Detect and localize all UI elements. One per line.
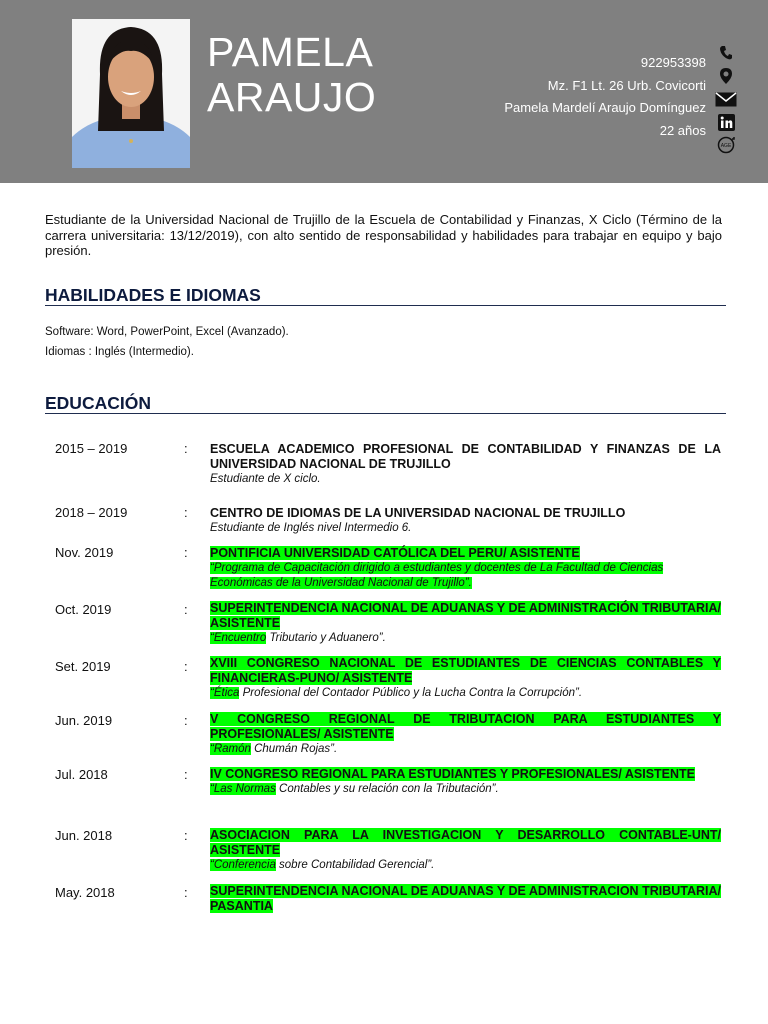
entry-description: Chumán Rojas”.: [250, 743, 338, 755]
entry-description: Tributario y Aduanero”.: [266, 632, 386, 644]
entry-date: May. 2018: [55, 885, 115, 900]
entry-description: Estudiante de X ciclo.: [210, 473, 321, 485]
contact-icons: [714, 42, 740, 157]
entry-institution: PONTIFICIA UNIVERSIDAD CATÓLICA DEL PERU/ ASISTENTE: [210, 546, 580, 560]
entry-colon: :: [184, 505, 188, 520]
entry-institution: IV CONGRESO REGIONAL PARA ESTUDIANTES Y PROFESIONALES/ ASISTENTE: [210, 767, 696, 781]
entry-colon: :: [184, 767, 188, 782]
linkedin-icon: [714, 111, 738, 133]
profile-summary: Estudiante de la Universidad Nacional de Trujillo de la Escuela de Contabilidad y Finanzas, X Ciclo (Término de la carrera universitaria: 13/12/2019), con alto sentido de responsabilidad y habilidades para trabajar en equipo y bajo presión.: [45, 212, 722, 258]
entry-description: Estudiante de Inglés nivel Intermedio 6.: [210, 522, 412, 534]
entry-date: Jun. 2018: [55, 828, 113, 843]
entry-institution: SUPERINTENDENCIA NACIONAL DE ADUANAS Y DE ADMINISTRACION TRIBUTARIA/ PASANTIA: [210, 884, 721, 913]
entry-date: Jul. 2018: [55, 767, 108, 782]
entry-date: Set. 2019: [55, 659, 111, 674]
skills-section-title: HABILIDADES E IDIOMAS: [45, 285, 261, 305]
profile-photo: [72, 19, 190, 168]
skills-divider: [45, 305, 726, 306]
entry-colon: :: [184, 713, 188, 728]
age-icon: [714, 134, 738, 156]
phone-text: 922953398: [640, 55, 706, 70]
entry-date: 2015 – 2019: [55, 441, 128, 456]
entry-institution: ESCUELA ACADEMICO PROFESIONAL DE CONTABILIDAD Y FINANZAS DE LA UNIVERSIDAD NACIONAL DE TRUJILLO: [210, 442, 721, 471]
entry-colon: :: [184, 545, 188, 560]
entry-description: Profesional del Contador Público y la Lucha Contra la Corrupción”.: [239, 687, 583, 699]
education-section-title: EDUCACIÓN: [45, 393, 151, 413]
entry-date: Jun. 2019: [55, 713, 113, 728]
entry-description: sobre Contabilidad Gerencial”.: [275, 859, 435, 871]
entry-colon: :: [184, 885, 188, 900]
contact-info: [504, 52, 706, 142]
svg-text:AGE: AGE: [720, 143, 732, 149]
entry-description: Contables y su relación con la Tributación”.: [275, 783, 499, 795]
location-pin-icon: [714, 65, 738, 87]
entry-institution: SUPERINTENDENCIA NACIONAL DE ADUANAS Y DE ADMINISTRACIÓN TRIBUTARIA/ ASISTENTE: [210, 601, 721, 630]
entry-colon: :: [184, 602, 188, 617]
entry-institution: ASOCIACION PARA LA INVESTIGACION Y DESARROLLO CONTABLE-UNT/ ASISTENTE: [210, 828, 721, 857]
entry-colon: :: [184, 659, 188, 674]
entry-institution: V CONGRESO REGIONAL DE TRIBUTACION PARA ESTUDIANTES Y PROFESIONALES/ ASISTENTE: [210, 712, 721, 741]
email-text: Pamela Mardelí Araujo Domínguez: [504, 100, 706, 115]
candidate-name: [207, 30, 376, 120]
header-banner: [0, 0, 768, 183]
entry-description-highlight: “Las Normas: [210, 783, 276, 795]
age-text: 22 años: [659, 122, 706, 138]
entry-date: 2018 – 2019: [55, 505, 128, 520]
last-name: ARAUJO: [207, 74, 377, 120]
entry-colon: :: [184, 441, 188, 456]
entry-date: Oct. 2019: [55, 602, 112, 617]
address-text: Mz. F1 Lt. 26 Urb. Covicorti: [547, 77, 706, 93]
entry-colon: :: [184, 828, 188, 843]
entry-institution: XVIII CONGRESO NACIONAL DE ESTUDIANTES DE CIENCIAS CONTABLES Y FINANCIERAS-PUNO/ ASISTENTE: [210, 656, 721, 685]
software-skill: Software: Word, PowerPoint, Excel (Avanzado).: [45, 326, 289, 338]
education-divider: [45, 413, 726, 414]
skills-list: [45, 322, 289, 362]
mail-icon: [714, 88, 738, 110]
entry-institution: CENTRO DE IDIOMAS DE LA UNIVERSIDAD NACIONAL DE TRUJILLO: [210, 506, 626, 520]
phone-icon: [714, 42, 738, 64]
entry-date: Nov. 2019: [55, 545, 114, 560]
entry-description-highlight: “Ética: [210, 687, 240, 699]
entry-description-highlight: “Conferencia: [210, 859, 276, 871]
language-skill: Idiomas : Inglés (Intermedio).: [45, 346, 194, 358]
entry-description-highlight: “Programa de Capacitación dirigido a estudiantes y docentes de La Facultad de Ciencias Económicas de la Universidad Nacional de Trujillo”.: [210, 562, 664, 589]
entry-description-highlight: “Ramón: [210, 743, 251, 755]
first-name: PAMELA: [207, 29, 374, 75]
entry-description-highlight: “Encuentro: [210, 632, 267, 644]
